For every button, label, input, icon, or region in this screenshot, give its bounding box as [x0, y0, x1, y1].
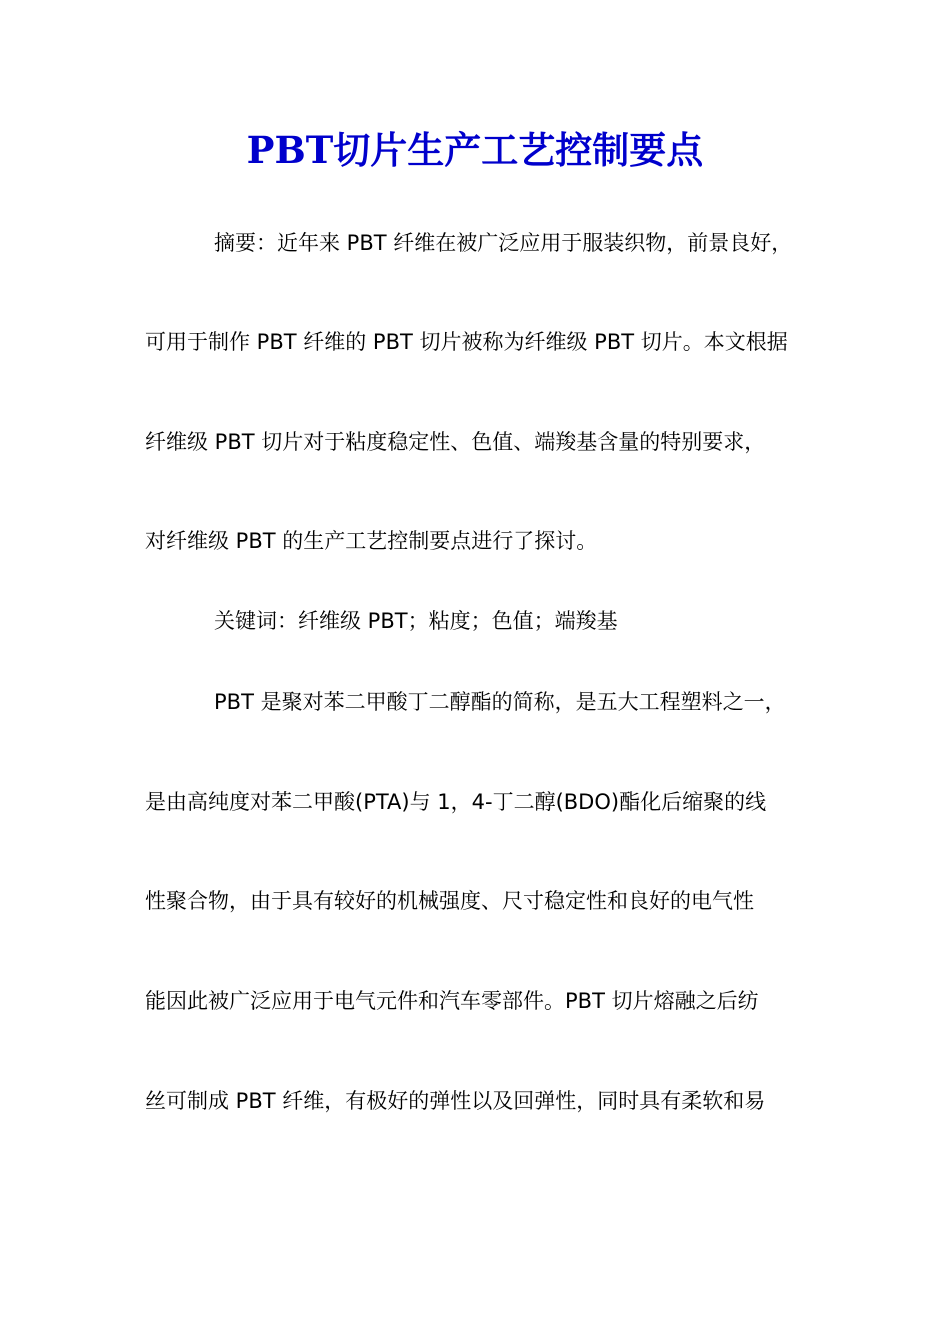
body-line-4: 能因此被广泛应用于电气元件和汽车零部件。PBT 切片熔融之后纺: [145, 989, 759, 1013]
body-line-2: 是由高纯度对苯二甲酸(PTA)与 1，4-丁二醇(BDO)酯化后缩聚的线: [145, 790, 767, 814]
document-title: PBT切片生产工艺控制要点: [246, 128, 704, 172]
body-line-1: PBT 是聚对苯二甲酸丁二醇酯的简称，是五大工程塑料之一，: [214, 690, 786, 714]
body-line-5: 丝可制成 PBT 纤维，有极好的弹性以及回弹性，同时具有柔软和易: [145, 1089, 766, 1113]
abstract-line-1: 摘要：近年来 PBT 纤维在被广泛应用于服装织物，前景良好，: [214, 231, 793, 255]
abstract-line-3: 纤维级 PBT 切片对于粘度稳定性、色值、端羧基含量的特别要求，: [145, 430, 766, 454]
abstract-line-2: 可用于制作 PBT 纤维的 PBT 切片被称为纤维级 PBT 切片。本文根据: [145, 330, 788, 354]
body-line-3: 性聚合物，由于具有较好的机械强度、尺寸稳定性和良好的电气性: [145, 889, 754, 913]
abstract-line-4: 对纤维级 PBT 的生产工艺控制要点进行了探讨。: [145, 529, 598, 553]
keywords-line: 关键词：纤维级 PBT；粘度；色值；端羧基: [214, 609, 618, 633]
